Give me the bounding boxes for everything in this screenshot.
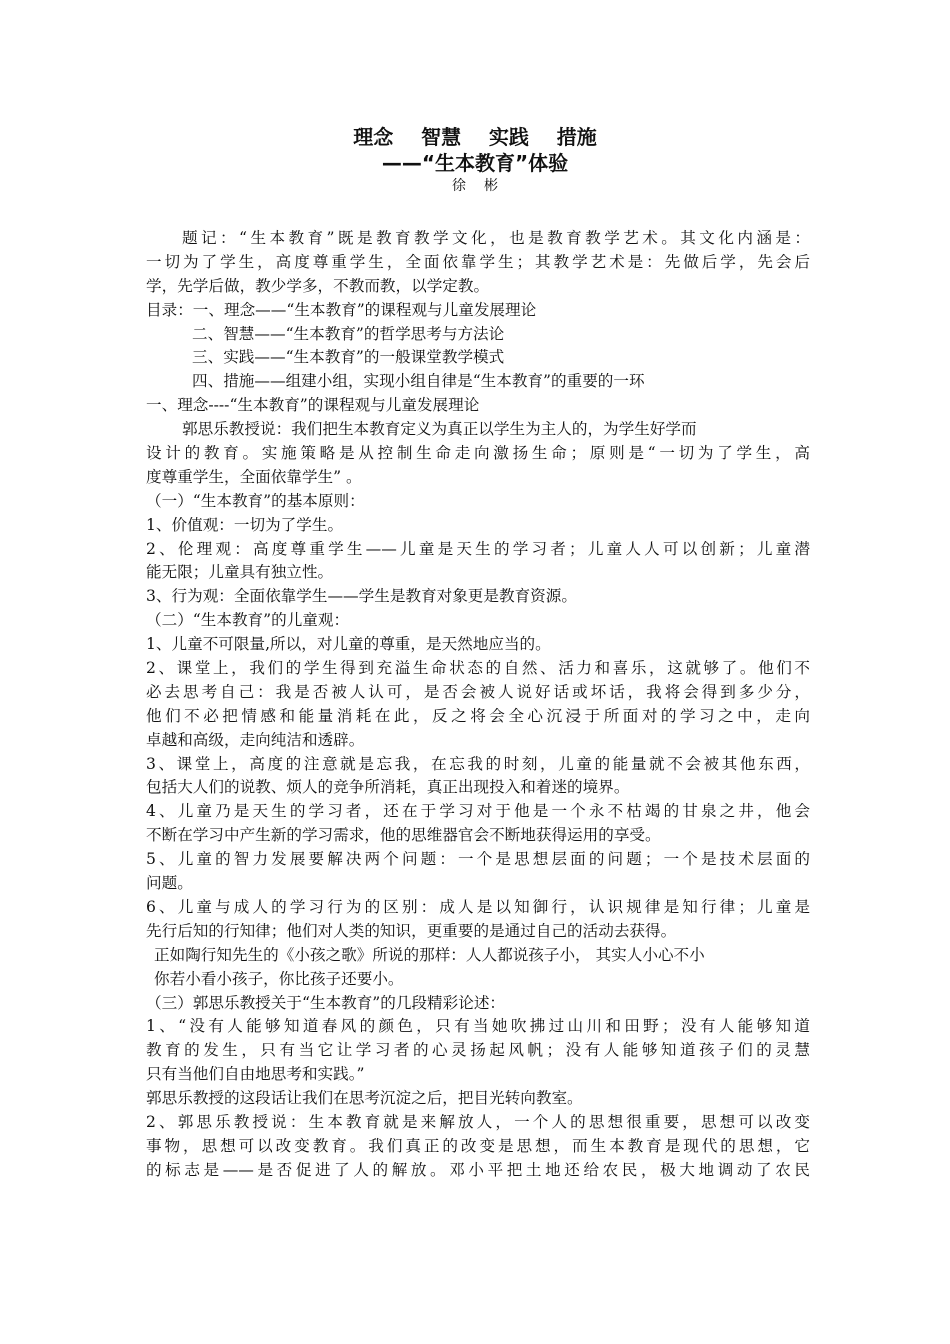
text-line: 卓越和高级，走向纯洁和透辟。 [146,730,365,749]
text-line: 正如陶行知先生的《小孩之歌》所说的那样：人人都说孩子小， 其实人小心不小 [154,945,705,964]
text-line: 2、郭思乐教授说：生本教育就是来解放人，一个人的思想很重要，思想可以改变 [146,1112,810,1131]
text-line: 1、“没有人能够知道春风的颜色，只有当她吹拂过山川和田野；没有人能够知道 [146,1017,810,1036]
text-line: 4、儿童乃是天生的学习者，还在于学习对于他是一个永不枯竭的甘泉之井，他会 [146,802,810,821]
text-line: 事物，思想可以改变教育。我们真正的改变是思想，而生本教育是现代的思想，它 [146,1136,810,1155]
text-line: 6、儿童与成人的学习行为的区别：成人是以知御行，认识规律是知行律；儿童是 [146,897,810,916]
text-line: 他们不必把情感和能量消耗在此，反之将会全心沉浸于所面对的学习之中，走向 [146,706,810,725]
text-line: 包括大人们的说教、烦人的竞争所消耗，真正出现投入和着迷的境界。 [146,778,630,797]
text-line: 目录：一、理念——“生本教育”的课程观与儿童发展理论 [146,300,537,319]
text-line: 2、伦理观：高度尊重学生——儿童是天生的学习者；儿童人人可以创新；儿童潜 [146,539,810,558]
text-line: 四、措施——组建小组，实现小组自律是“生本教育”的重要的一环 [192,372,645,391]
document-title: 理念 智慧 实践 措施 [353,125,597,149]
text-line: 不断在学习中产生新的学习需求，他的思维器官会不断地获得运用的享受。 [146,826,661,845]
text-line: 你若小看小孩子，你比孩子还要小。 [154,969,404,988]
document-body [146,227,810,1183]
text-line: 5、儿童的智力发展要解决两个问题：一个是思想层面的问题；一个是技术层面的 [146,850,810,869]
text-line: 2、课堂上，我们的学生得到充溢生命状态的自然、活力和喜乐，这就够了。他们不 [146,659,810,678]
text-line: 1、儿童不可限量,所以，对儿童的尊重，是天然地应当的。 [146,635,551,654]
text-line: 设计的教育。实施策略是从控制生命走向激扬生命；原则是“一切为了学生，高 [146,444,810,463]
text-line: 只有当他们自由地思考和实践。” [146,1065,365,1084]
text-line: 的标志是——是否促进了人的解放。邓小平把土地还给农民，极大地调动了农民 [146,1160,810,1179]
text-line: 一切为了学生，高度尊重学生，全面依靠学生；其教学艺术是：先做后学，先会后 [146,252,810,271]
text-line: 问题。 [146,874,193,893]
text-line: 能无限；儿童具有独立性。 [146,563,334,582]
text-line: 一、理念----“生本教育”的课程观与儿童发展理论 [146,396,480,415]
text-line: 度尊重学生，全面依靠学生” 。 [146,467,362,486]
text-line: 1、价值观：一切为了学生。 [146,515,344,534]
text-line: （二）“生本教育”的儿童观： [146,611,350,630]
text-line: 教育的发生，只有当它让学习者的心灵扬起风帆；没有人能够知道孩子们的灵慧 [146,1041,810,1060]
text-line: 郭思乐教授说：我们把生本教育定义为真正以学生为主人的，为学生好学而 [182,420,697,439]
text-line: （三）郭思乐教授关于“生本教育”的几段精彩论述： [146,993,506,1012]
text-line: 题记：“生本教育”既是教育教学文化，也是教育教学艺术。其文化内涵是： [182,229,810,247]
text-line: 必去思考自己：我是否被人认可，是否会被人说好话或坏话，我将会得到多少分， [146,682,810,701]
text-line: 先行后知的行知律；他们对人类的知识，更重要的是通过自己的活动去获得。 [146,921,677,940]
text-line: 3、课堂上，高度的注意就是忘我，在忘我的时刻，儿童的能量就不会被其他东西， [146,754,810,773]
text-line: 二、智慧——“生本教育”的哲学思考与方法论 [192,324,505,343]
text-line: 3、行为观：全面依靠学生——学生是教育对象更是教育资源。 [146,587,577,606]
text-line: 郭思乐教授的这段话让我们在思考沉淀之后，把目光转向教室。 [146,1089,583,1108]
text-line: （一）“生本教育”的基本原则： [146,491,365,510]
text-line: 学，先学后做，教少学多，不教而教，以学定教。 [146,276,490,295]
document-subtitle: ——“生本教育”体验 [381,151,569,175]
author-name: 徐彬 [452,178,516,194]
text-line: 三、实践——“生本教育”的一般课堂教学模式 [192,348,505,367]
